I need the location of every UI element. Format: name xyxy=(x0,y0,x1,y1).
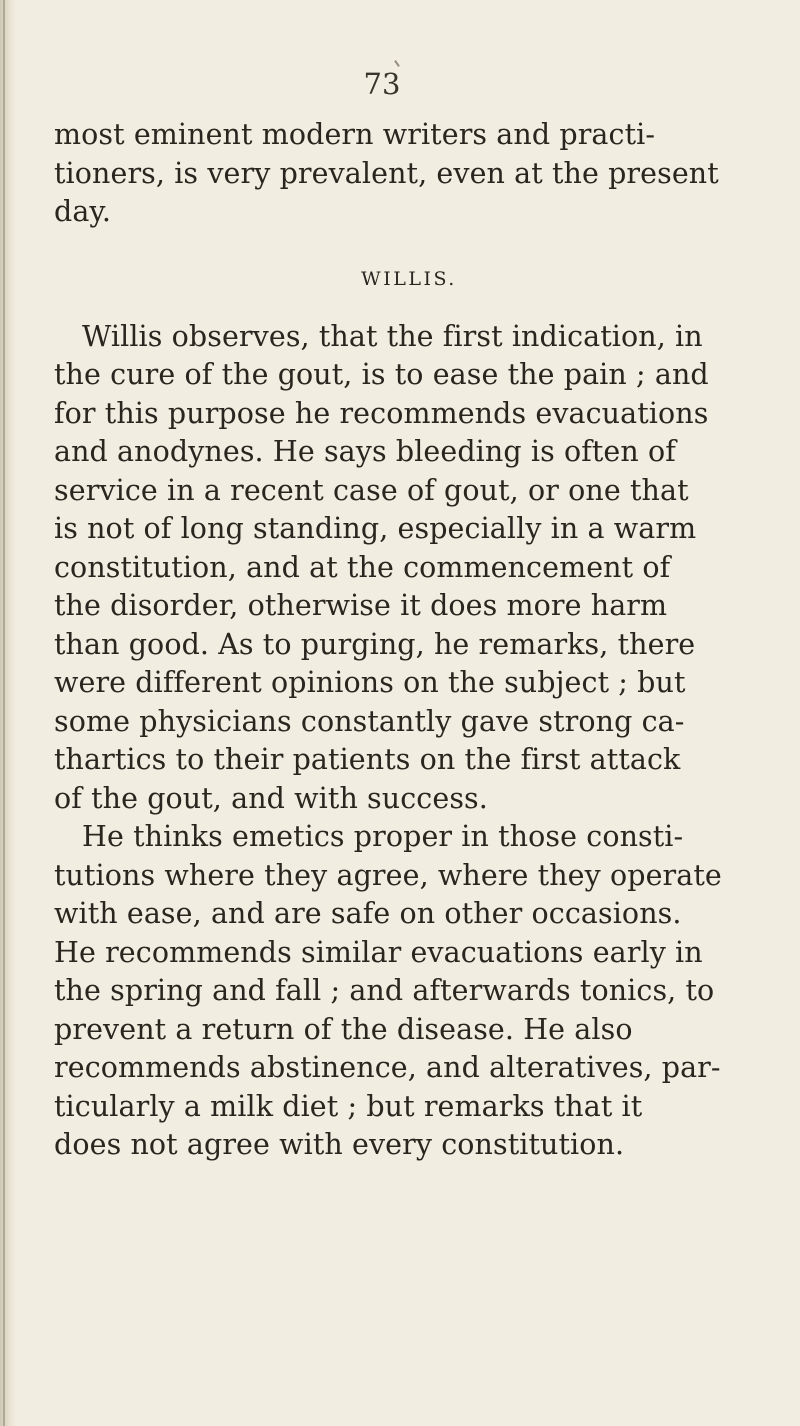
blank-page-area xyxy=(0,1026,800,1426)
text-line: is not of long standing, especially in a warm xyxy=(54,512,697,545)
text-line: He recommends similar evacuations early in xyxy=(54,935,703,969)
text-line: ticularly a milk diet ; but remarks that it xyxy=(54,1089,643,1123)
page-number: 73 xyxy=(363,67,401,101)
text-line: the disorder, otherwise it does more harm xyxy=(54,589,668,622)
text-line: tutions where they agree, where they operate xyxy=(54,858,722,892)
text-line: thartics to their patients on the first attack xyxy=(54,743,681,776)
text-line: and anodynes. He says bleeding is often of xyxy=(54,435,676,468)
text-line: Willis observes, that the first indication, in xyxy=(82,319,703,353)
text-line: than good. As to purging, he remarks, there xyxy=(54,627,696,661)
text-line: some physicians constantly gave strong ca- xyxy=(54,704,685,738)
intro-paragraph xyxy=(54,116,754,232)
text-line: recommends abstinence, and alteratives, par- xyxy=(54,1051,721,1084)
page-text xyxy=(54,116,754,1165)
text-line: constitution, and at the commencement of xyxy=(54,550,671,584)
text-line: prevent a return of the disease. He also xyxy=(54,1012,633,1046)
text-line: tioners, is very prevalent, even at the present xyxy=(54,156,719,190)
text-line: for this purpose he recommends evacuations xyxy=(54,396,709,430)
text-line: the spring and fall ; and afterwards tonics, to xyxy=(54,974,715,1007)
text-line: day. xyxy=(54,195,112,228)
text-line: the cure of the gout, is to ease the pain ; and xyxy=(54,358,709,391)
text-line: He thinks emetics proper in those consti- xyxy=(82,820,684,853)
text-line: most eminent modern writers and practi- xyxy=(54,118,656,151)
text-line: with ease, and are safe on other occasions. xyxy=(54,897,682,930)
text-line: were different opinions on the subject ; but xyxy=(54,666,686,699)
text-line: does not agree with every constitution. xyxy=(54,1128,625,1161)
text-line: service in a recent case of gout, or one that xyxy=(54,473,689,507)
text-line: of the gout, and with success. xyxy=(54,781,488,815)
willis-paragraph-1 xyxy=(54,318,754,819)
section-heading: WILLIS. xyxy=(361,267,457,290)
